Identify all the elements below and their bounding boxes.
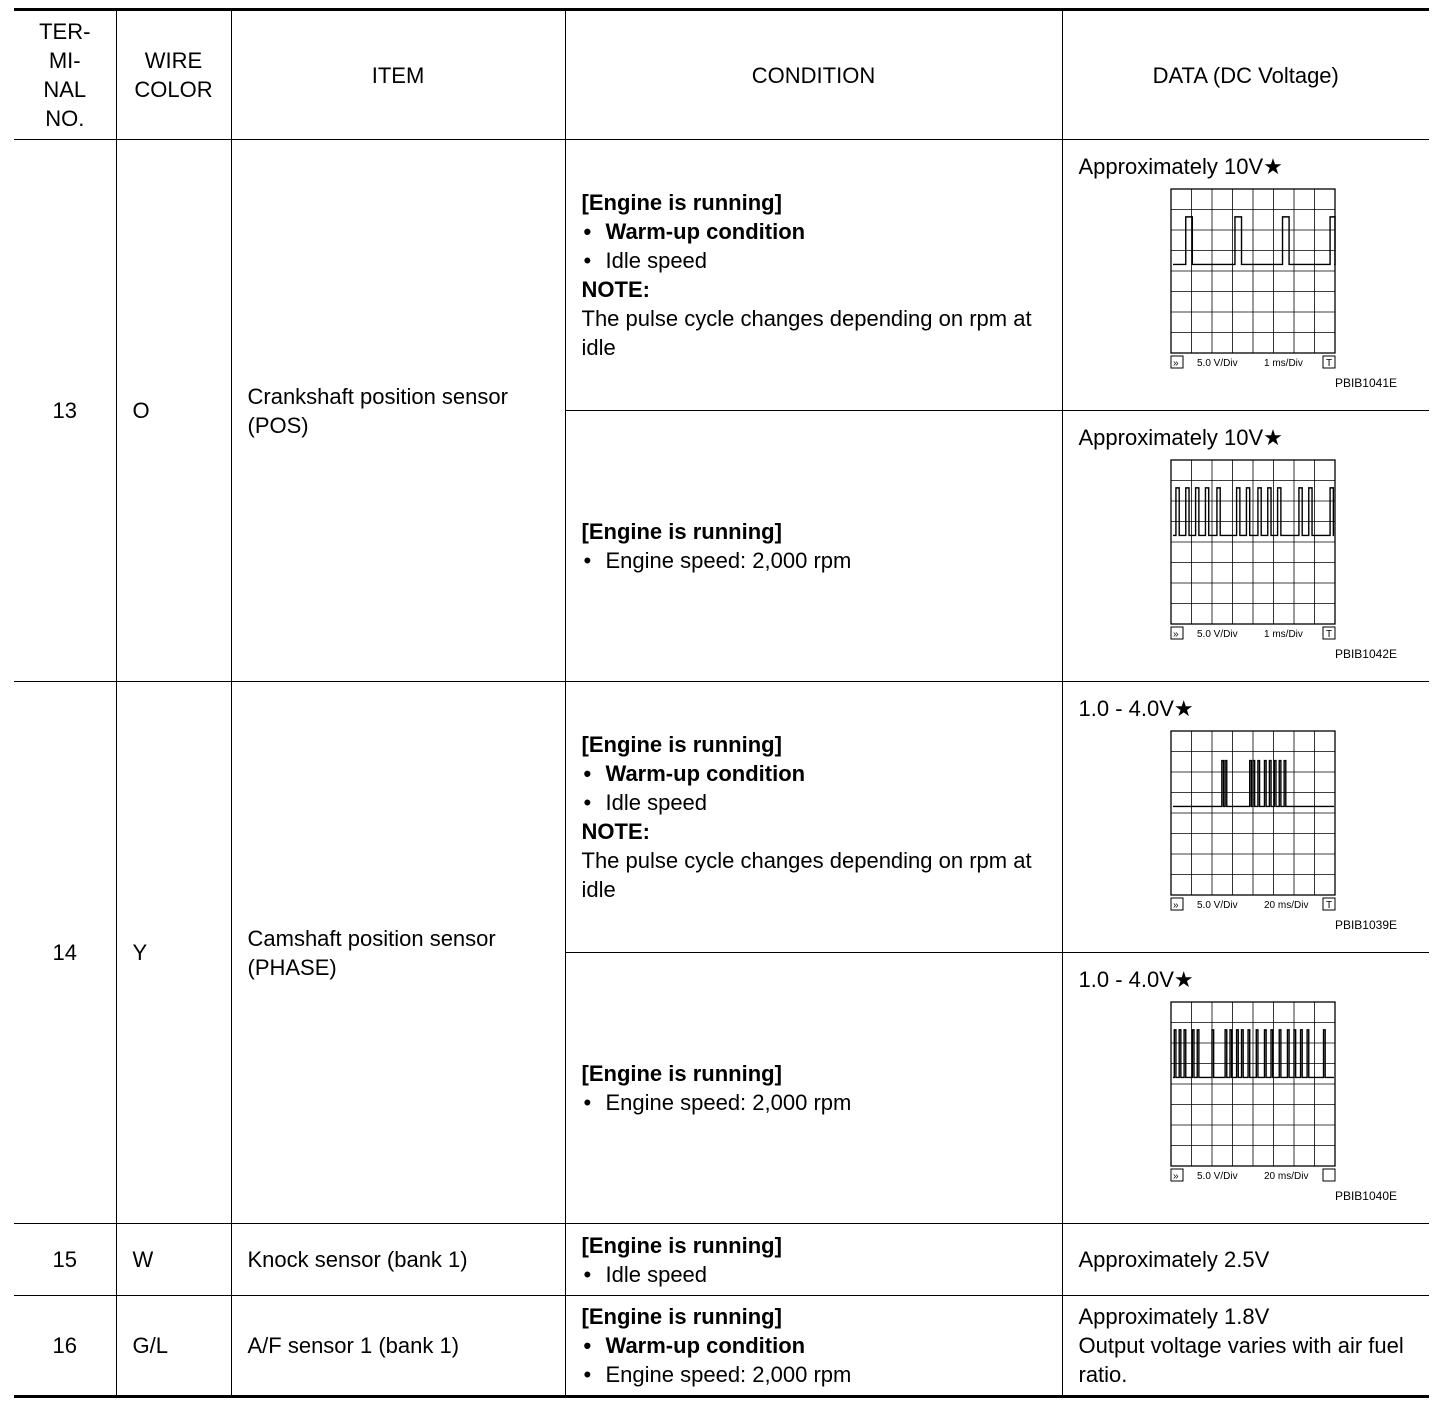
condition-cell xyxy=(565,953,1062,1224)
oscilloscope-waveform xyxy=(1170,459,1336,643)
condition-bullet: • Idle speed xyxy=(582,788,1052,817)
terminal-number: 16 xyxy=(14,1296,116,1397)
table-row xyxy=(14,1224,1429,1296)
condition-heading: [Engine is running] xyxy=(581,190,782,215)
scope-trigger-label: T xyxy=(1325,358,1332,369)
star-icon: ★ xyxy=(1173,696,1194,721)
item-name: Crankshaft position sensor (POS) xyxy=(231,140,565,682)
item-name: Camshaft position sensor (PHASE) xyxy=(231,682,565,1224)
condition-bullet: • Engine speed: 2,000 rpm xyxy=(582,546,1052,575)
item-name: A/F sensor 1 (bank 1) xyxy=(231,1296,565,1397)
data-cell xyxy=(1062,1224,1429,1296)
star-icon: ★ xyxy=(1173,967,1194,992)
scope-trigger-box xyxy=(1323,1169,1335,1181)
wire-color: W xyxy=(116,1224,231,1296)
voltage-value: 1.0 - 4.0V★ xyxy=(1078,967,1194,992)
note-text: The pulse cycle changes depending on rpm at idle xyxy=(581,848,1032,902)
condition-heading: [Engine is running] xyxy=(581,732,782,757)
terminal-data-table xyxy=(14,8,1429,1398)
condition-heading: [Engine is running] xyxy=(581,1232,782,1258)
voltage-value: Approximately 10V★ xyxy=(1078,154,1283,179)
figure-code: PBIB1042E xyxy=(1334,647,1397,661)
data-cell xyxy=(1062,953,1429,1224)
oscilloscope-waveform xyxy=(1170,730,1336,914)
table-row xyxy=(14,1296,1429,1397)
condition-cell xyxy=(565,682,1062,953)
terminal-number: 13 xyxy=(14,140,116,682)
table-row xyxy=(14,682,1429,953)
condition-bullet: • Engine speed: 2,000 rpm xyxy=(582,1088,1052,1117)
header-item: ITEM xyxy=(231,10,565,140)
scope-volt-div: 5.0 V/Div xyxy=(1196,629,1238,640)
scope-volt-div: 5.0 V/Div xyxy=(1196,900,1238,911)
terminal-number: 15 xyxy=(14,1224,116,1296)
header-terminal: TER- MI- NAL NO. xyxy=(14,10,116,140)
scope-time-div: 20 ms/Div xyxy=(1263,1171,1308,1182)
data-cell xyxy=(1062,682,1429,953)
data-cell xyxy=(1062,411,1429,682)
table-row xyxy=(14,140,1429,411)
scope-trigger-label: T xyxy=(1325,629,1332,640)
scope-arrow-icon: » xyxy=(1172,900,1179,911)
note-label: NOTE: xyxy=(581,277,650,302)
star-icon: ★ xyxy=(1263,154,1283,179)
scope-time-div: 1 ms/Div xyxy=(1263,358,1303,369)
condition-cell xyxy=(565,1224,1062,1296)
scope-time-div: 1 ms/Div xyxy=(1263,629,1303,640)
condition-cell xyxy=(565,140,1062,411)
table-header-row xyxy=(14,10,1429,140)
condition-bullet: • Idle speed xyxy=(582,1260,1052,1289)
note-text: The pulse cycle changes depending on rpm at idle xyxy=(581,306,1032,360)
voltage-value: Approximately 10V★ xyxy=(1078,425,1283,450)
header-data: DATA (DC Voltage) xyxy=(1062,10,1429,140)
wire-color: Y xyxy=(116,682,231,1224)
condition-heading: [Engine is running] xyxy=(581,519,782,544)
scope-volt-div: 5.0 V/Div xyxy=(1196,1171,1238,1182)
scope-time-div: 20 ms/Div xyxy=(1263,900,1308,911)
figure-code: PBIB1041E xyxy=(1334,376,1397,390)
scope-arrow-icon: » xyxy=(1172,358,1179,369)
condition-bullet: • Idle speed xyxy=(582,246,1052,275)
condition-cell xyxy=(565,1296,1062,1397)
condition-heading: [Engine is running] xyxy=(581,1304,782,1329)
voltage-value: 1.0 - 4.0V★ xyxy=(1078,696,1194,721)
condition-heading: [Engine is running] xyxy=(581,1061,782,1086)
note-label: NOTE: xyxy=(581,819,650,844)
figure-code: PBIB1040E xyxy=(1334,1189,1397,1203)
scope-arrow-icon: » xyxy=(1172,629,1179,640)
condition-bullet: • Warm-up condition xyxy=(582,217,1052,246)
oscilloscope-waveform xyxy=(1170,188,1336,372)
header-wire-color: WIRE COLOR xyxy=(116,10,231,140)
figure-code: PBIB1039E xyxy=(1334,918,1397,932)
wire-color: O xyxy=(116,140,231,682)
condition-cell xyxy=(565,411,1062,682)
oscilloscope-waveform xyxy=(1170,1001,1336,1185)
voltage-value: Approximately 2.5V xyxy=(1078,1247,1270,1272)
condition-bullet: • Warm-up condition xyxy=(582,1331,1052,1360)
condition-bullet: • Engine speed: 2,000 rpm xyxy=(582,1360,1052,1389)
header-condition: CONDITION xyxy=(565,10,1062,140)
terminal-number: 14 xyxy=(14,682,116,1224)
condition-bullet: • Warm-up condition xyxy=(582,759,1052,788)
data-cell xyxy=(1062,1296,1429,1397)
star-icon: ★ xyxy=(1263,425,1283,450)
wire-color: G/L xyxy=(116,1296,231,1397)
voltage-value: Approximately 1.8V xyxy=(1078,1304,1270,1329)
item-name: Knock sensor (bank 1) xyxy=(231,1224,565,1296)
data-cell xyxy=(1062,140,1429,411)
scope-arrow-icon: » xyxy=(1172,1171,1179,1182)
value-note: Output voltage varies with air fuel ratio. xyxy=(1078,1333,1404,1387)
scope-trigger-label: T xyxy=(1325,900,1332,911)
scope-volt-div: 5.0 V/Div xyxy=(1196,358,1238,369)
